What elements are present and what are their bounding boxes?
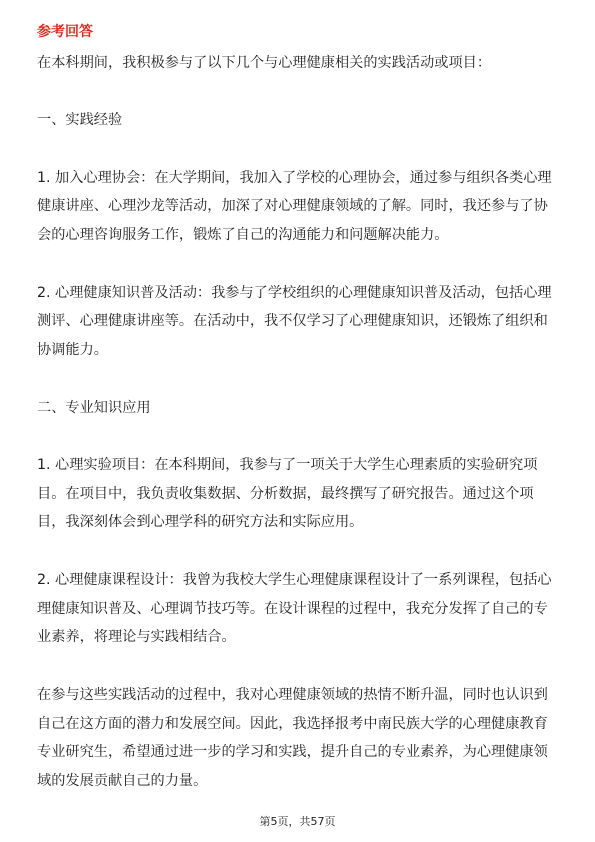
paragraph-line: 域的发展贡献自己的力量。 xyxy=(37,773,208,789)
section-heading-practice: 一、实践经验 xyxy=(37,112,123,128)
paragraph-line: 目，我深刻体会到心理学科的研究方法和实际应用。 xyxy=(37,514,364,530)
paragraph-line: 在参与这些实践活动的过程中，我对心理健康领域的热情不断升温，同时也认识到 xyxy=(37,687,548,703)
paragraph-line: 专业研究生，希望通过进一步的学习和实践，提升自己的专业素养，为心理健康领 xyxy=(37,744,548,760)
paragraph-line: 业素养，将理论与实践相结合。 xyxy=(37,629,236,645)
paragraph-line: 理健康知识普及、心理调节技巧等。在设计课程的过程中，我充分发挥了自己的专 xyxy=(37,601,548,617)
section-heading-knowledge: 二、专业知识应用 xyxy=(37,400,151,416)
paragraph-line: 测评、心理健康讲座等。在活动中，我不仅学习了心理健康知识，还锻炼了组织和 xyxy=(37,313,548,329)
paragraph-line: 2. 心理健康知识普及活动：我参与了学校组织的心理健康知识普及活动，包括心理 xyxy=(37,285,552,301)
page-number-footer: 第5页，共57页 xyxy=(259,815,336,828)
intro-line: 在本科期间，我积极参与了以下几个与心理健康相关的实践活动或项目： xyxy=(37,55,492,71)
paragraph-line: 会的心理咨询服务工作，锻炼了自己的沟通能力和问题解决能力。 xyxy=(37,227,449,243)
reference-answer-heading: 参考回答 xyxy=(37,24,93,40)
paragraph-line: 1. 心理实验项目：在本科期间，我参与了一项关于大学生心理素质的实验研究项 xyxy=(37,457,538,473)
paragraph-line: 目。在项目中，我负责收集数据、分析数据，最终撰写了研究报告。通过这个项 xyxy=(37,486,534,502)
paragraph-line: 自己在这方面的潜力和发展空间。因此，我选择报考中南民族大学的心理健康教育 xyxy=(37,716,548,732)
paragraph-line: 1. 加入心理协会：在大学期间，我加入了学校的心理协会，通过参与组织各类心理 xyxy=(37,170,552,186)
paragraph-line: 协调能力。 xyxy=(37,342,108,358)
paragraph-line: 2. 心理健康课程设计：我曾为我校大学生心理健康课程设计了一系列课程，包括心 xyxy=(37,572,552,588)
paragraph-line: 健康讲座、心理沙龙等活动，加深了对心理健康领域的了解。同时，我还参与了协 xyxy=(37,198,548,214)
